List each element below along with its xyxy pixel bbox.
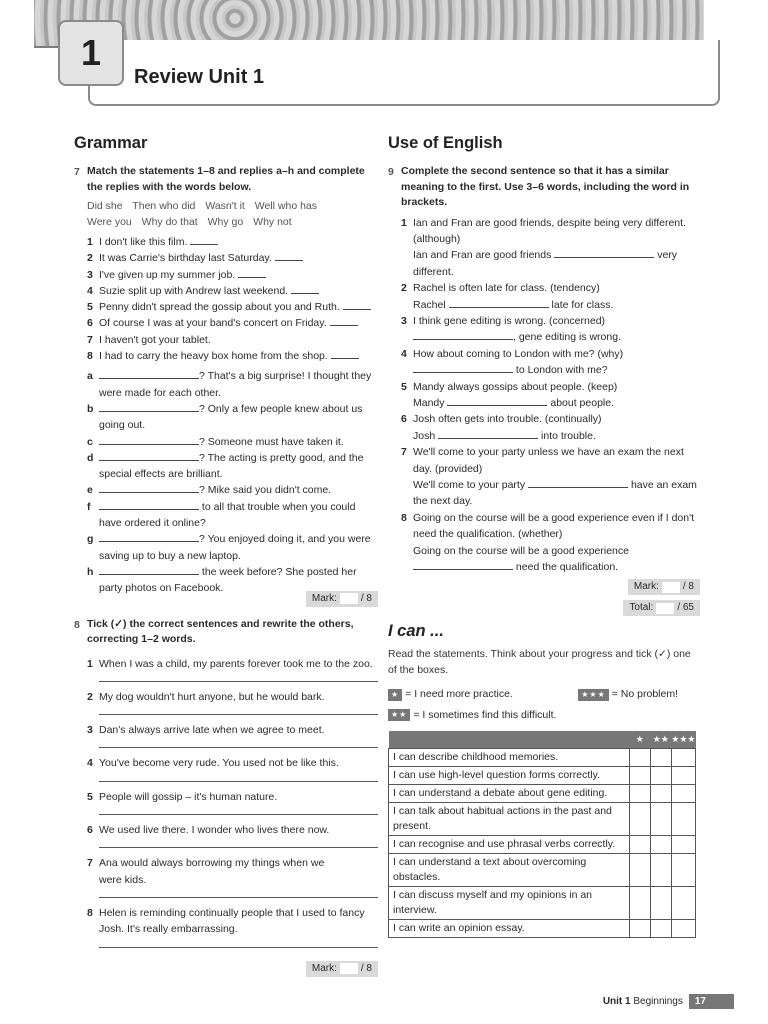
tick-box[interactable] [671, 748, 695, 766]
task-9-mark: Mark: / 8 [628, 579, 700, 595]
footer-section: Beginnings [633, 996, 683, 1007]
rewrite-item[interactable]: 4 You've become very rude. You used not be like this. [87, 755, 378, 771]
table-row: I can recognise and use phrasal verbs correctly. [389, 835, 696, 853]
unit-number: 1 [58, 20, 124, 86]
tick-box[interactable] [629, 835, 650, 853]
answer-blank[interactable] [238, 268, 266, 278]
tick-box[interactable] [650, 784, 671, 802]
rewrite-item[interactable]: 6 We used live there. I wonder who lives there now. [87, 822, 378, 838]
rewrite-item[interactable]: 8 Helen is reminding continually people that I used to fancy Josh. It's really embarrassing. [87, 905, 378, 938]
task-text: Match the statements 1–8 and replies a–h and complete the replies with the words below. [87, 165, 365, 193]
tick-box[interactable] [671, 919, 695, 937]
reply-item: e ? Mike said you didn't come. [87, 484, 332, 497]
tick-box[interactable] [650, 835, 671, 853]
answer-blank[interactable] [413, 560, 513, 570]
two-star-icon: ★★ [388, 709, 410, 721]
answer-blank[interactable] [99, 565, 199, 575]
answer-blank[interactable] [331, 349, 359, 359]
tick-box[interactable] [671, 886, 695, 919]
statement-item: 2 It was Carrie's birthday last Saturday. [87, 250, 378, 266]
statement-item: 1 I don't like this film. [87, 234, 378, 250]
answer-blank[interactable] [330, 316, 358, 326]
tick-box[interactable] [671, 853, 695, 886]
word-option: Well who has [254, 200, 318, 212]
statement-list [87, 234, 378, 364]
tick-box[interactable] [671, 802, 695, 835]
transformation-item: 8 Going on the course will be a good experience even if I don't need the qualification. (whether) Going on the course will be a good experience need the qualification. [401, 511, 695, 574]
tick-box[interactable] [650, 802, 671, 835]
answer-blank[interactable] [554, 248, 654, 258]
tick-box[interactable] [629, 886, 650, 919]
answer-blank[interactable] [291, 284, 319, 294]
page-number: 17 [689, 994, 734, 1009]
answer-blank[interactable] [449, 298, 549, 308]
answer-blank[interactable] [413, 363, 513, 373]
total-mark: Total: / 65 [623, 600, 700, 616]
page-footer [603, 994, 734, 1009]
mark-input[interactable] [662, 582, 680, 593]
tick-box[interactable] [650, 748, 671, 766]
answer-blank[interactable] [99, 369, 199, 379]
statement-item: 3 I've given up my summer job. [87, 267, 378, 283]
reply-list [87, 368, 378, 596]
task-9-instruction [388, 164, 700, 211]
word-option: Did she [87, 200, 123, 212]
tick-box[interactable] [629, 784, 650, 802]
task-8-instruction [74, 617, 378, 648]
task-text: Tick (✓) the correct sentences and rewrite the others, correcting 1–2 words. [87, 617, 354, 646]
table-row: I can talk about habitual actions in the past and present. [389, 802, 696, 835]
word-option: Why do that [141, 216, 198, 228]
footer-unit: Unit 1 [602, 996, 631, 1007]
tick-box[interactable] [629, 748, 650, 766]
page-title: Review Unit 1 [134, 66, 265, 88]
answer-blank[interactable] [343, 300, 371, 310]
tick-box[interactable] [650, 919, 671, 937]
star-icon: ★ [388, 689, 402, 701]
answer-blank[interactable] [275, 251, 303, 261]
total-input[interactable] [656, 603, 674, 614]
tick-box[interactable] [629, 919, 650, 937]
answer-blank[interactable] [99, 451, 199, 461]
reply-item: a ? That's a big surprise! I thought they were made for each other. [87, 370, 372, 399]
table-row: I can write an opinion essay. [389, 919, 696, 937]
word-option: Why go [207, 216, 244, 228]
statement-item: 7 I haven't got your tablet. [87, 333, 211, 346]
answer-blank[interactable] [99, 532, 199, 542]
grammar-column [74, 132, 378, 977]
table-row: I can understand a debate about gene editing. [389, 784, 696, 802]
column-three-star: ★★★ [671, 731, 695, 748]
word-option: Why not [253, 216, 292, 228]
rewrite-item[interactable]: 5 People will gossip – it's human nature. [87, 789, 378, 805]
legend-item: ★★ = I sometimes find this difficult. [388, 707, 700, 723]
transformation-item: 3 I think gene editing is wrong. (concerned) , gene editing is wrong. [401, 314, 621, 344]
answer-blank[interactable] [438, 429, 538, 439]
rewrite-item[interactable]: 1 When I was a child, my parents forever took me to the zoo. [87, 656, 378, 672]
legend-item: ★ = I need more practice. [388, 686, 513, 702]
task-7-mark: Mark: / 8 [306, 591, 378, 607]
task-text: Complete the second sentence so that it has a similar meaning to the first. Use 3–6 words, including the word in brackets. [401, 165, 690, 208]
transformation-item: 1 Ian and Fran are good friends, despite being very different. (although) Ian and Fran are good friends very different. [401, 216, 686, 278]
legend-item: ★★★ = No problem! [578, 686, 678, 702]
reply-item: c ? Someone must have taken it. [87, 435, 344, 448]
task-number: 7 [74, 166, 80, 178]
word-option: Then who did [132, 200, 196, 212]
table-row: I can understand a text about overcoming obstacles. [389, 853, 696, 886]
tick-box[interactable] [671, 835, 695, 853]
answer-blank[interactable] [99, 402, 199, 412]
task-number: 8 [74, 618, 80, 631]
rewrite-item[interactable]: 3 Dan's always arrive late when we agree to meet. [87, 722, 378, 738]
tick-box[interactable] [671, 784, 695, 802]
transformation-item: 7 We'll come to your party unless we have an exam the next day. (provided) We'll come to your party have an exam the next day. [401, 446, 697, 508]
ican-heading: I can ... [388, 622, 444, 641]
task-7-instruction [74, 164, 378, 195]
answer-blank[interactable] [190, 235, 218, 245]
column-one-star: ★ [629, 731, 650, 748]
reply-item: b ? Only a few people knew about us going out. [87, 402, 363, 432]
transformation-item: 4 How about coming to London with me? (why) to London with me? [401, 347, 624, 377]
transformation-list [401, 215, 700, 576]
use-of-english-column [388, 132, 700, 938]
rewrite-list [87, 656, 378, 938]
word-box [87, 198, 378, 230]
use-of-english-heading: Use of English [388, 134, 503, 152]
table-row: I can use high-level question forms correctly. [389, 766, 696, 784]
self-assessment-table [388, 731, 696, 938]
statement-item: 8 I had to carry the heavy box home from the shop. [87, 348, 378, 364]
answer-blank[interactable] [99, 435, 199, 445]
three-star-icon: ★★★ [578, 689, 609, 701]
tick-box[interactable] [671, 766, 695, 784]
table-row: I can describe childhood memories. [389, 748, 696, 766]
reply-item: h the week before? She posted her party photos on Facebook. [87, 565, 357, 595]
task-8-mark: Mark: / 8 [306, 961, 378, 977]
tick-box[interactable] [629, 802, 650, 835]
table-header-blank [389, 731, 630, 748]
grammar-heading: Grammar [74, 134, 148, 152]
rewrite-item[interactable]: 7 Ana would always borrowing my things when we were kids. [87, 855, 378, 888]
reply-item: d ? The acting is pretty good, and the special effects are brilliant. [87, 451, 364, 481]
answer-blank[interactable] [447, 396, 547, 406]
answer-blank[interactable] [528, 478, 628, 488]
table-row: I can discuss myself and my opinions in an interview. [389, 886, 696, 919]
word-option: Were you [87, 216, 132, 228]
task-number: 9 [388, 166, 394, 178]
ican-intro: Read the statements. Think about your progress and tick (✓) one of the boxes. [388, 648, 691, 677]
answer-blank[interactable] [99, 500, 199, 510]
statement-item: 6 Of course I was at your band's concert on Friday. [87, 315, 378, 331]
tick-box[interactable] [650, 766, 671, 784]
tick-box[interactable] [629, 766, 650, 784]
mark-input[interactable] [340, 963, 358, 974]
transformation-item: 2 Rachel is often late for class. (tendency) Rachel late for class. [401, 282, 614, 311]
reply-item: g ? You enjoyed doing it, and you were saving up to buy a new laptop. [87, 533, 371, 562]
column-two-star: ★★ [650, 731, 671, 748]
answer-blank[interactable] [413, 330, 513, 340]
tick-box[interactable] [629, 853, 650, 886]
word-option: Wasn't it [205, 200, 245, 212]
reply-item: f to all that trouble when you could have ordered it online? [87, 500, 356, 530]
tick-box[interactable] [650, 886, 671, 919]
answer-blank[interactable] [99, 483, 199, 493]
statement-item: 4 Suzie split up with Andrew last weekend. [87, 283, 378, 299]
statement-item: 5 Penny didn't spread the gossip about you and Ruth. [87, 299, 378, 315]
transformation-item: 6 Josh often gets into trouble. (continually) Josh into trouble. [401, 413, 602, 442]
rewrite-item[interactable]: 2 My dog wouldn't hurt anyone, but he would bark. [87, 689, 378, 705]
transformation-item: 5 Mandy always gossips about people. (keep) Mandy about people. [401, 380, 618, 409]
tick-box[interactable] [650, 853, 671, 886]
